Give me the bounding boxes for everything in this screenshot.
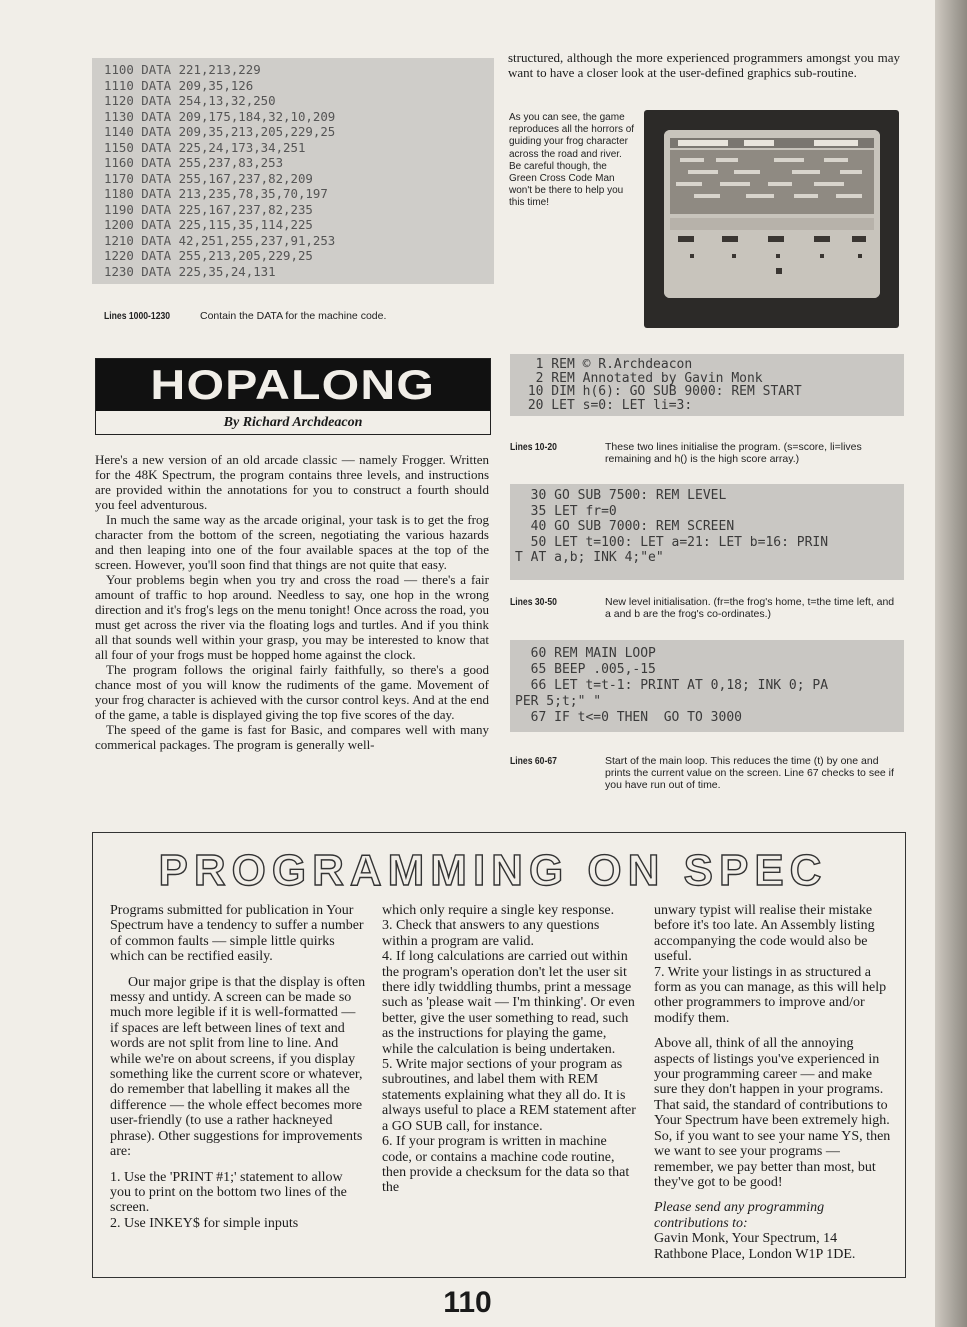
code-block-1 bbox=[510, 354, 904, 416]
code-line: 50 LET t=100: LET a=21: LET b=16: PRIN bbox=[515, 534, 829, 550]
data-line: 1190 DATA 225,167,237,82,235 bbox=[104, 201, 313, 217]
code-line: 60 REM MAIN LOOP bbox=[515, 646, 656, 661]
data-line: 1130 DATA 209,175,184,32,10,209 bbox=[104, 108, 336, 124]
data-line: 1220 DATA 255,213,205,229,25 bbox=[104, 248, 313, 263]
code-block-3 bbox=[510, 640, 904, 732]
code-line: PER 5;t;" " bbox=[515, 694, 602, 709]
code-line: 2 REM Annotated by Gavin Monk bbox=[520, 370, 763, 386]
code-block-2 bbox=[510, 484, 904, 580]
code-line: T AT a,b; INK 4;"e" bbox=[515, 550, 664, 565]
data-line: 1210 DATA 42,251,255,237,91,253 bbox=[104, 232, 336, 248]
article-title-box bbox=[95, 358, 491, 435]
spec-paragraph: which only require a single key response. bbox=[382, 903, 615, 918]
spec-column-1 bbox=[110, 903, 366, 1231]
spec-paragraph: 4. If long calculations are carried out within the program's operation don't let the user sit there idly twiddling thumbs, print a message such as 'please wait — I'm thinking'. Or even better, give the user something to read, such as the instructions for playing the game, while the calculation is being undertaken. bbox=[382, 949, 635, 1057]
spec-paragraph: Above all, think of all the annoying aspects of listings you've experienced in your programming career — and make sure they don't happen in your programs. That said, the standard of contributions to Your Spectrum have been extremely high. So, if you want to see your name YS, then we want to see your programs — remember, we pay better than most, but they've got to be good! bbox=[654, 1036, 891, 1190]
note-lines-60 bbox=[510, 755, 905, 793]
screenshot-caption: As you can see, the game reproduces all the horrors of guiding your frog character across the road and river. Be careful though, the Green Cross Code Man won't be there to help you this time! bbox=[509, 112, 635, 209]
game-screenshot bbox=[644, 110, 899, 328]
note-label: Lines 10-20 bbox=[510, 441, 557, 453]
data-line: 1110 DATA 209,35,126 bbox=[104, 77, 254, 93]
game-screen bbox=[664, 130, 880, 298]
data-listing bbox=[92, 58, 494, 284]
spec-paragraph: Programs submitted for publication in Your Spectrum have a tendency to suffer a number of common faults — simple little quirks which can be rectified easily. bbox=[110, 903, 364, 965]
code-line: 67 IF t<=0 THEN GO TO 3000 bbox=[515, 710, 742, 725]
code-line: 20 LET s=0: LET li=3: bbox=[520, 397, 693, 413]
data-line: 1200 DATA 225,115,35,114,225 bbox=[104, 217, 313, 232]
code-line: 40 GO SUB 7000: REM SCREEN bbox=[515, 519, 735, 534]
spec-column-3 bbox=[654, 903, 894, 1262]
spec-paragraph: 7. Write your listings in as structured a form as you can manage, as this will help other programmers to improve and/or modify them. bbox=[654, 964, 887, 1026]
article-paragraph: The speed of the game is fast for Basic, and compares well with many commerical packages. The program is generally well- bbox=[95, 722, 489, 752]
continued-paragraph: structured, although the more experienced programmers amongst you may want to have a closer look at the user-defined graphics sub-routine. bbox=[508, 50, 900, 80]
article-title: HOPALONG bbox=[150, 361, 436, 408]
spec-paragraph: 1. Use the 'PRINT #1;' statement to allow you to print on the bottom two lines of the screen. bbox=[110, 1169, 347, 1216]
spec-heading-graphic bbox=[113, 845, 873, 895]
note-label: Lines 60-67 bbox=[510, 755, 557, 767]
data-line: 1230 DATA 225,35,24,131 bbox=[104, 263, 276, 279]
article-paragraph: Here's a new version of an old arcade classic — namely Frogger. Written for the 48K Spectrum, the program contains three levels, and instructions are provided within the annotations for you to construct a fourth should you feel adventurous. bbox=[95, 452, 489, 512]
note-label: Lines 30-50 bbox=[510, 596, 557, 608]
game-scene-graphic bbox=[664, 130, 880, 298]
spec-paragraph: 3. Check that answers to any questions within a program are valid. bbox=[382, 918, 600, 949]
data-line: 1180 DATA 213,235,78,35,70,197 bbox=[104, 186, 328, 201]
spec-paragraph: unwary typist will realise their mistake before it's too late. An Assembly listing accompanying the code would also be useful. bbox=[654, 903, 875, 965]
spec-paragraph: Gavin Monk, Your Spectrum, 14 Rathbone Place, London W1P 1DE. bbox=[654, 1231, 856, 1262]
code-line: 10 DIM h(6): GO SUB 9000: REM START bbox=[520, 384, 802, 399]
note-text: Start of the main loop. This reduces the time (t) by one and prints the current value on the screen. Line 67 checks to see if you have run out of time. bbox=[605, 755, 894, 791]
data-line: 1100 DATA 221,213,229 bbox=[104, 62, 261, 77]
note-text: These two lines initialise the program. (s=score, li=lives remaining and h() is the high score array.) bbox=[605, 441, 862, 465]
note-lines-1000 bbox=[104, 310, 504, 324]
page-number: 110 bbox=[443, 1286, 492, 1319]
code-line: 1 REM © R.Archdeacon bbox=[520, 357, 693, 372]
spec-column-2 bbox=[382, 903, 638, 1196]
code-line: 65 BEEP .005,-15 bbox=[515, 662, 656, 677]
page-spine-shadow bbox=[935, 0, 967, 1327]
note-lines-10 bbox=[510, 441, 905, 467]
programming-on-spec-box bbox=[92, 832, 906, 1278]
code-line: 30 GO SUB 7500: REM LEVEL bbox=[515, 488, 727, 503]
spec-paragraph: Please send any programming contributions to: bbox=[654, 1200, 825, 1231]
article-paragraph: Your problems begin when you try and cross the road — there's a fair amount of traffic to hop around. Needless to say, one hop in the wrong direction and it's frog's legs on the menu tonight! Once across the road, you must get across the river via the floating logs and turtles. And if you think all that sounds well within your grasp, you may be interested to know that all four of your frogs must be hopped home against the clock. bbox=[95, 572, 489, 662]
article-paragraph: In much the same way as the arcade original, your task is to get the frog character from the bottom of the screen, negotiating the various hazards and then leaping into one of the four available spaces at the top of the screen. However, you'll soon find that things are not quite that easy. bbox=[95, 512, 489, 572]
title-banner bbox=[96, 359, 490, 411]
spec-paragraph: Our major gripe is that the display is often messy and untidy. A screen can be made so much more legible if it is well-formatted — if spaces are left between lines of text and words are not split from line to line. And while we're on about screens, if you display something like the current score or whatever, do remember that labelling it makes all the difference — the whole effect becomes more user-friendly (to use a rather hackneyed phrase). Other suggestions for improvements are: bbox=[110, 974, 366, 1160]
data-line: 1160 DATA 255,237,83,253 bbox=[104, 155, 284, 170]
data-line: 1150 DATA 225,24,173,34,251 bbox=[104, 139, 306, 155]
spec-paragraph: 6. If your program is written in machine code, or contains a machine code routine, then provide a checksum for the data so that the bbox=[382, 1134, 630, 1196]
code-line: 35 LET fr=0 bbox=[515, 503, 617, 519]
spec-paragraph: 5. Write major sections of your program as subroutines, and label them with REM statements explaining what they all do. It is always useful to place a REM statement after a GO SUB call, for instance. bbox=[382, 1057, 636, 1134]
note-text: New level initialisation. (fr=the frog's home, t=the time left, and a and b are the frog's co-ordinates.) bbox=[605, 596, 895, 620]
note-label: Lines 1000-1230 bbox=[104, 310, 171, 322]
note-lines-30 bbox=[510, 596, 905, 622]
spec-heading: PROGRAMMING ON SPEC bbox=[158, 846, 828, 895]
data-line: 1140 DATA 209,35,213,205,229,25 bbox=[104, 124, 336, 139]
article-body bbox=[95, 452, 489, 752]
byline: By Richard Archdeacon bbox=[223, 415, 363, 430]
spec-paragraph: 2. Use INKEY$ for simple inputs bbox=[110, 1215, 299, 1231]
data-line: 1170 DATA 255,167,237,82,209 bbox=[104, 170, 313, 186]
data-line: 1120 DATA 254,13,32,250 bbox=[104, 93, 276, 108]
article-paragraph: The program follows the original fairly faithfully, so there's a good chance most of you will know the rudiments of the game. Movement of your frog character is achieved with the cursor control keys. And at the end of the game, a table is displayed giving the top five scores of the day. bbox=[95, 662, 489, 722]
code-line: 66 LET t=t-1: PRINT AT 0,18; INK 0; PA bbox=[515, 678, 829, 693]
note-text: Contain the DATA for the machine code. bbox=[200, 310, 387, 322]
